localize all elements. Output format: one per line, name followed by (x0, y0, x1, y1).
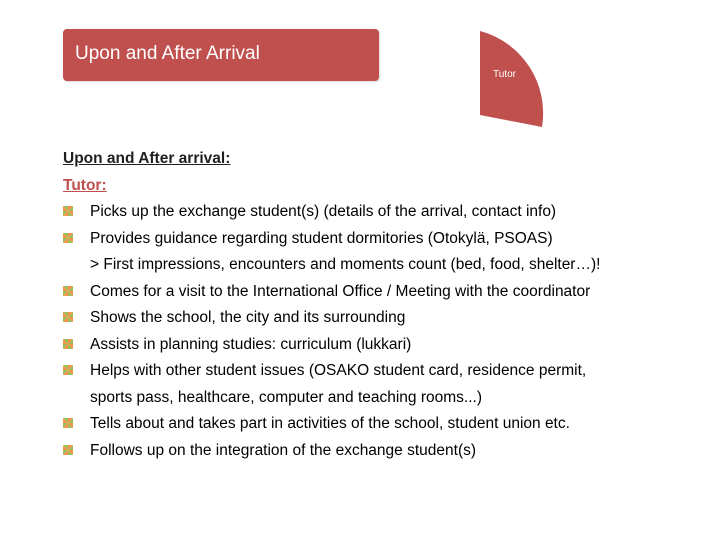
list-item (63, 358, 703, 411)
list-item-text: Assists in planning studies: curriculum (lukkari) (90, 335, 412, 353)
list-item-subtext: sports pass, healthcare, computer and teaching rooms...) (90, 388, 483, 406)
tutor-pie-segment (460, 31, 550, 131)
pinwheel-bullet-icon (63, 365, 73, 375)
pinwheel-bullet-icon (63, 206, 73, 216)
content-body (63, 146, 703, 464)
list-item (63, 199, 703, 226)
pinwheel-bullet-icon (63, 339, 73, 349)
list-item-text: Tells about and takes part in activities of the school, student union etc. (90, 415, 570, 432)
list-item (63, 279, 703, 306)
title-box (63, 29, 379, 81)
list-item-subtext: > First impressions, encounters and moments count (bed, food, shelter…)! (90, 256, 601, 273)
pinwheel-bullet-icon (63, 418, 73, 428)
list-item (63, 411, 703, 438)
pinwheel-bullet-icon (63, 233, 73, 243)
list-item-text: Comes for a visit to the International Office / Meeting with the coordinator (90, 282, 591, 300)
list-item-text: Follows up on the integration of the exchange student(s) (90, 441, 477, 459)
tutor-heading: Tutor: (63, 176, 107, 194)
list-item (63, 305, 703, 332)
pie-label: Tutor (493, 69, 516, 80)
pinwheel-bullet-icon (63, 312, 73, 322)
list-item (63, 438, 703, 465)
list-item-text: Helps with other student issues (OSAKO student card, residence permit, (90, 362, 587, 379)
list-item-text: Shows the school, the city and its surrounding (90, 309, 406, 326)
pinwheel-bullet-icon (63, 286, 73, 296)
list-item (63, 332, 703, 359)
slide-title: Upon and After Arrival (75, 43, 260, 64)
section-heading: Upon and After arrival: (63, 150, 231, 167)
list-item-text: Provides guidance regarding student dormitories (Otokylä, PSOAS) (90, 229, 553, 247)
tutor-duties-list (63, 199, 703, 464)
pinwheel-bullet-icon (63, 445, 73, 455)
list-item-text: Picks up the exchange student(s) (details of the arrival, contact info) (90, 203, 557, 220)
list-item (63, 226, 703, 279)
